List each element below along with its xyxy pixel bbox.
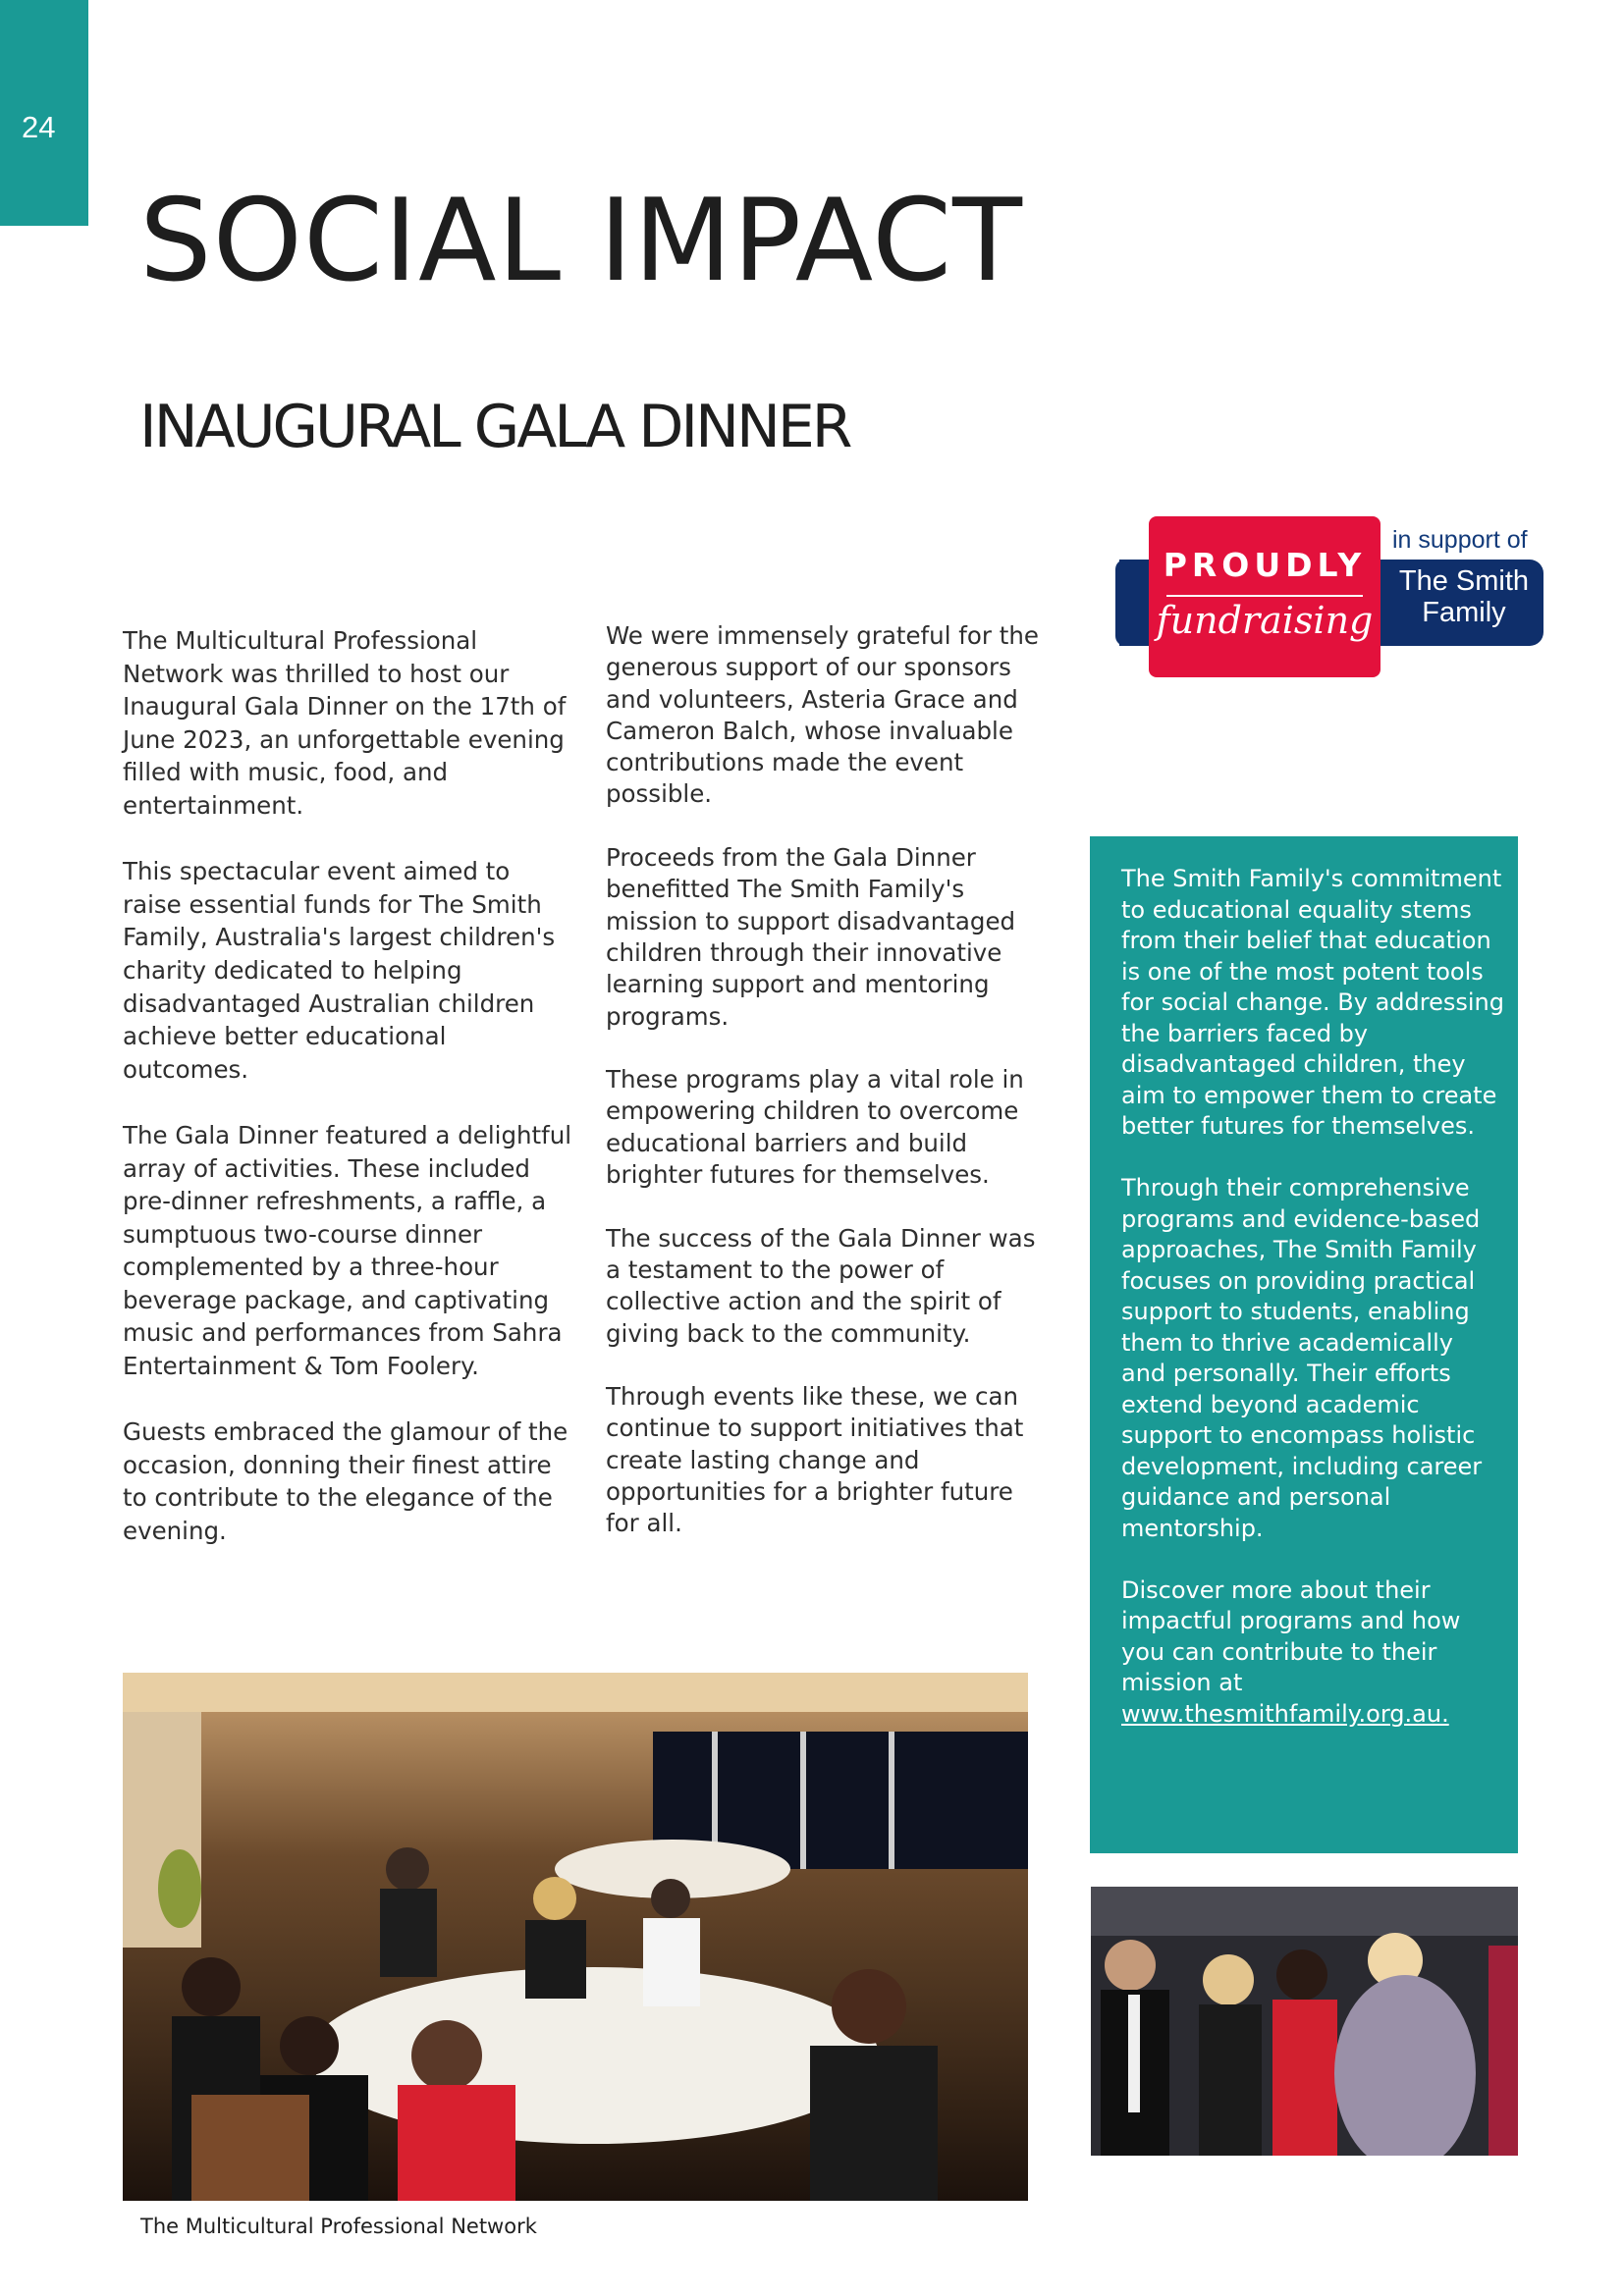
gala-dinner-photo-illustration	[123, 1673, 1028, 2201]
callout-paragraph: Through their comprehensive programs and evidence-based approaches, The Smith Family focuses on providing practical support to students, enabling them to thrive academically and personally. Their efforts extend beyond academic support to encompass holistic development, including career guidance and personal mentorship.	[1121, 1174, 1483, 1542]
page-number-tab	[0, 0, 88, 226]
proudly-fundraising-logo	[1119, 516, 1543, 677]
guests-photo-illustration	[1091, 1887, 1518, 2156]
paragraph: Through events like these, we can continue to support initiatives that create lasting change and opportunities for a brighter future for all.	[606, 1382, 1024, 1538]
paragraph: The success of the Gala Dinner was a testament to the power of collective action and the spirit of giving back to the community.	[606, 1223, 1036, 1348]
photo-caption: The Multicultural Professional Network	[140, 2215, 537, 2238]
logo-proudly-text: PROUDLY	[1163, 546, 1367, 584]
paragraph: The Multicultural Professional Network was thrilled to host our Inaugural Gala Dinner on the 17th of June 2023, an unforgettable evening filled with music, food, and entertainment.	[123, 626, 567, 820]
logo-org-line: Family	[1422, 597, 1506, 628]
smith-family-callout	[1090, 836, 1518, 1853]
logo-red-badge	[1149, 516, 1380, 677]
page-number: 24	[22, 110, 56, 144]
logo-fundraising-text: fundraising	[1156, 599, 1374, 642]
paragraph: Proceeds from the Gala Dinner benefitted The Smith Family's mission to support disadvantaged children through their innovative learning support and mentoring programs.	[606, 843, 1016, 1031]
logo-org-line: The Smith	[1398, 565, 1530, 597]
middle-text-column	[606, 620, 1048, 1572]
paragraph: Guests embraced the glamour of the occasion, donning their finest attire to contribute to the elegance of the evening.	[123, 1417, 568, 1546]
gala-dinner-photo	[123, 1673, 1028, 2201]
left-text-column	[123, 624, 574, 1580]
logo-divider	[1166, 595, 1363, 597]
guests-photo	[1091, 1887, 1518, 2156]
paragraph: This spectacular event aimed to raise essential funds for The Smith Family, Australia's largest children's charity dedicated to helping disadvantaged Australian children achieve better educational outcomes.	[123, 857, 556, 1084]
callout-paragraph-text: Discover more about their impactful programs and how you can contribute to their mission at	[1121, 1575, 1461, 1696]
logo-in-support-text: in support of	[1392, 526, 1528, 554]
smith-family-website-link[interactable]: www.thesmithfamily.org.au.	[1121, 1699, 1449, 1728]
section-subtitle: INAUGURAL GALA DINNER	[139, 393, 850, 461]
paragraph: We were immensely grateful for the generous support of our sponsors and volunteers, Asteria Grace and Cameron Balch, whose invaluable contributions made the event possible.	[606, 621, 1039, 809]
page-title: SOCIAL IMPACT	[139, 175, 1023, 307]
paragraph: These programs play a vital role in empowering children to overcome educational barriers and build brighter futures for themselves.	[606, 1065, 1024, 1190]
logo-org-name	[1386, 565, 1542, 628]
callout-paragraph: The Smith Family's commitment to educational equality stems from their belief that education is one of the most potent tools for social change. By addressing the barriers faced by disadvantaged children, they aim to empower them to create better futures for themselves.	[1121, 865, 1504, 1140]
callout-text	[1121, 864, 1504, 1761]
paragraph: The Gala Dinner featured a delightful array of activities. These included pre-dinner refreshments, a raffle, a sumptuous two-course dinner complemented by a three-hour beverage package, and captivating music and performances from Sahra Entertainment & Tom Foolery.	[123, 1120, 572, 1381]
callout-paragraph	[1121, 1575, 1504, 1731]
